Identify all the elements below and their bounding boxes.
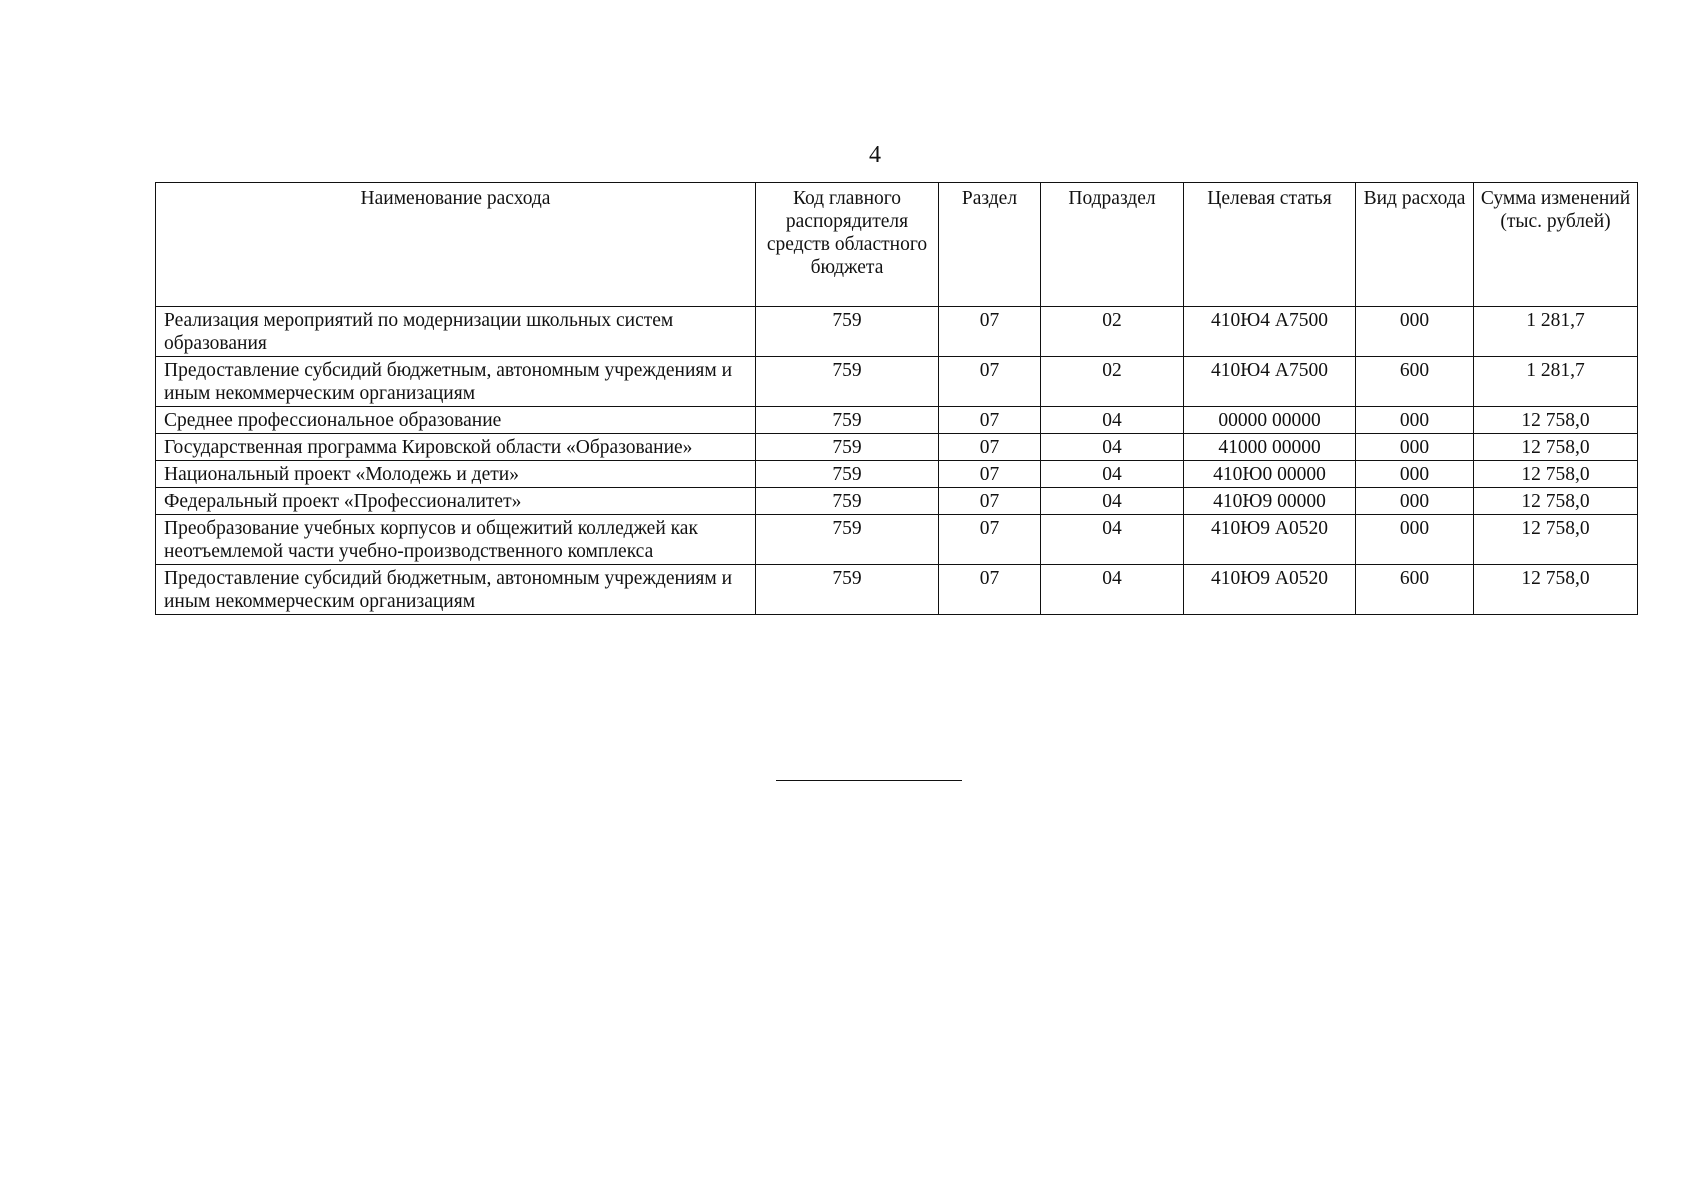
main-manager-code-cell: 759 xyxy=(756,434,939,461)
expense-kind-cell: 000 xyxy=(1356,515,1474,565)
main-manager-code-cell: 759 xyxy=(756,461,939,488)
expense-kind-cell: 000 xyxy=(1356,461,1474,488)
expense-name-cell: Среднее профессиональное образование xyxy=(156,407,756,434)
target-article-cell: 410Ю4 А7500 xyxy=(1184,307,1356,357)
table-row xyxy=(156,461,1638,488)
expense-kind-cell: 000 xyxy=(1356,488,1474,515)
header-change-amount: Сумма изменений (тыс. рублей) xyxy=(1474,183,1638,307)
target-article-cell: 410Ю4 А7500 xyxy=(1184,357,1356,407)
budget-changes-table xyxy=(155,182,1638,615)
expense-kind-cell: 000 xyxy=(1356,407,1474,434)
expense-name-cell: Предоставление субсидий бюджетным, автономным учреждениям и иным некоммерческим организациям xyxy=(156,565,756,615)
table-header-row xyxy=(156,183,1638,307)
expense-kind-cell: 000 xyxy=(1356,307,1474,357)
subsection-cell: 02 xyxy=(1041,307,1184,357)
main-manager-code-cell: 759 xyxy=(756,307,939,357)
main-manager-code-cell: 759 xyxy=(756,407,939,434)
expense-kind-cell: 600 xyxy=(1356,357,1474,407)
section-cell: 07 xyxy=(939,565,1041,615)
target-article-cell: 00000 00000 xyxy=(1184,407,1356,434)
section-cell: 07 xyxy=(939,434,1041,461)
target-article-cell: 410Ю9 А0520 xyxy=(1184,515,1356,565)
change-amount-cell: 12 758,0 xyxy=(1474,488,1638,515)
subsection-cell: 04 xyxy=(1041,515,1184,565)
closing-line-divider xyxy=(776,780,962,781)
section-cell: 07 xyxy=(939,461,1041,488)
table-row xyxy=(156,565,1638,615)
target-article-cell: 41000 00000 xyxy=(1184,434,1356,461)
table-row xyxy=(156,515,1638,565)
table-row xyxy=(156,307,1638,357)
table-row xyxy=(156,488,1638,515)
section-cell: 07 xyxy=(939,357,1041,407)
main-manager-code-cell: 759 xyxy=(756,565,939,615)
section-cell: 07 xyxy=(939,407,1041,434)
table-row xyxy=(156,434,1638,461)
expense-name-cell: Преобразование учебных корпусов и общежитий колледжей как неотъемлемой части учебно-производственного комплекса xyxy=(156,515,756,565)
target-article-cell: 410Ю0 00000 xyxy=(1184,461,1356,488)
expense-name-cell: Реализация мероприятий по модернизации школьных систем образования xyxy=(156,307,756,357)
subsection-cell: 04 xyxy=(1041,565,1184,615)
expense-name-cell: Федеральный проект «Профессионалитет» xyxy=(156,488,756,515)
change-amount-cell: 12 758,0 xyxy=(1474,515,1638,565)
subsection-cell: 02 xyxy=(1041,357,1184,407)
header-expense-name: Наименование расхода xyxy=(156,183,756,307)
table-row xyxy=(156,357,1638,407)
header-section: Раздел xyxy=(939,183,1041,307)
header-subsection: Подраздел xyxy=(1041,183,1184,307)
subsection-cell: 04 xyxy=(1041,461,1184,488)
main-manager-code-cell: 759 xyxy=(756,488,939,515)
subsection-cell: 04 xyxy=(1041,434,1184,461)
change-amount-cell: 12 758,0 xyxy=(1474,407,1638,434)
page-number: 4 xyxy=(869,142,881,168)
section-cell: 07 xyxy=(939,307,1041,357)
change-amount-cell: 12 758,0 xyxy=(1474,565,1638,615)
section-cell: 07 xyxy=(939,515,1041,565)
subsection-cell: 04 xyxy=(1041,407,1184,434)
expense-name-cell: Предоставление субсидий бюджетным, автономным учреждениям и иным некоммерческим организациям xyxy=(156,357,756,407)
change-amount-cell: 1 281,7 xyxy=(1474,307,1638,357)
change-amount-cell: 12 758,0 xyxy=(1474,461,1638,488)
change-amount-cell: 1 281,7 xyxy=(1474,357,1638,407)
change-amount-cell: 12 758,0 xyxy=(1474,434,1638,461)
target-article-cell: 410Ю9 00000 xyxy=(1184,488,1356,515)
header-expense-kind: Вид расхода xyxy=(1356,183,1474,307)
expense-name-cell: Государственная программа Кировской области «Образование» xyxy=(156,434,756,461)
table-row xyxy=(156,407,1638,434)
main-manager-code-cell: 759 xyxy=(756,357,939,407)
expense-kind-cell: 000 xyxy=(1356,434,1474,461)
expense-kind-cell: 600 xyxy=(1356,565,1474,615)
header-target-article: Целевая статья xyxy=(1184,183,1356,307)
main-manager-code-cell: 759 xyxy=(756,515,939,565)
header-main-manager-code: Код главного распорядителя средств областного бюджета xyxy=(756,183,939,307)
expense-name-cell: Национальный проект «Молодежь и дети» xyxy=(156,461,756,488)
section-cell: 07 xyxy=(939,488,1041,515)
target-article-cell: 410Ю9 А0520 xyxy=(1184,565,1356,615)
subsection-cell: 04 xyxy=(1041,488,1184,515)
